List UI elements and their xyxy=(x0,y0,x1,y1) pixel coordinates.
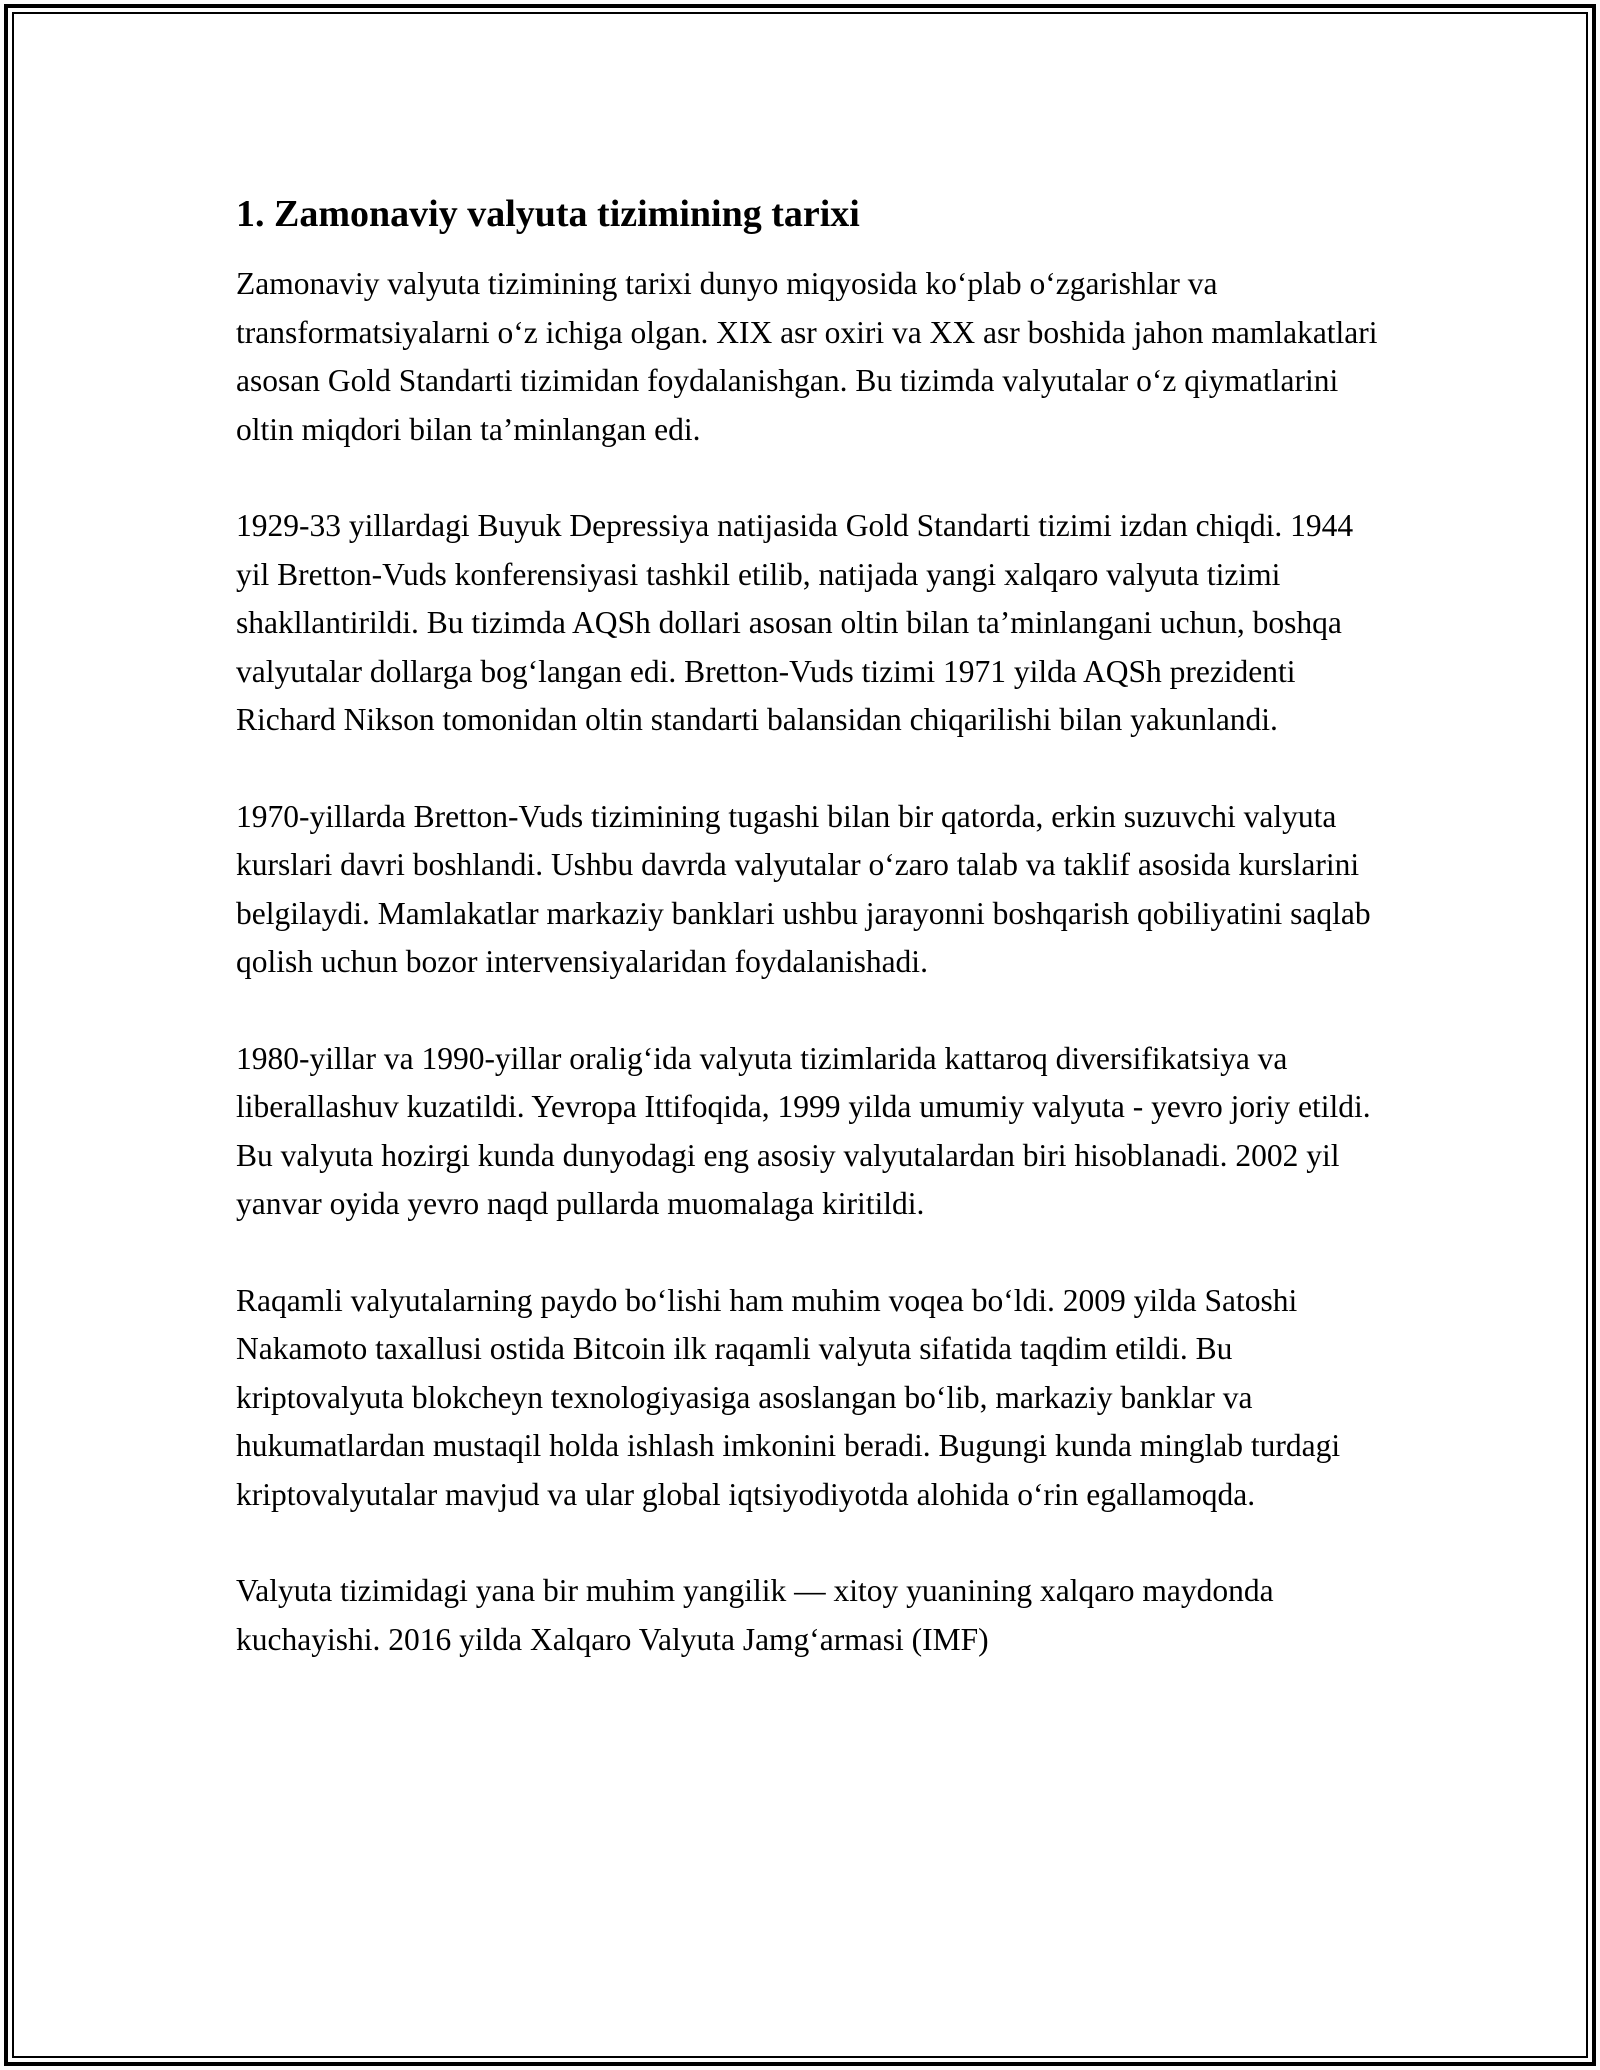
section-heading: 1. Zamonaviy valyuta tizimining tarixi xyxy=(236,193,860,235)
paragraph-floating-rates: 1970-yillarda Bretton-Vuds tizimining tugashi bilan bir qatorda, erkin suzuvchi valyuta kurslari davri boshlandi. Ushbu davrda valyutalar o‘zaro talab va taklif asosida kurslarini belgilaydi. Mamlakatlar markaziy banklari ushbu jarayonni boshqarish qobiliyatini saqlab qolish uchun bozor intervensiyalaridan foydalanishadi. xyxy=(236,798,1371,979)
paragraph-digital-currencies: Raqamli valyutalarning paydo bo‘lishi ham muhim voqea bo‘ldi. 2009 yilda Satoshi Nakamoto taxallusi ostida Bitcoin ilk raqamli valyuta sifatida taqdim etildi. Bu kriptovalyuta blokcheyn texnologiyasiga asoslangan bo‘lib, markaziy banklar va hukumatlardan mustaqil holda ishlash imkonini beradi. Bugungi kunda minglab turdagi kriptovalyutalar mavjud va ular global iqtsiyodiyotda alohida o‘rin egallamoqda. xyxy=(236,1282,1341,1512)
paragraph-bretton-woods: 1929-33 yillardagi Buyuk Depressiya natijasida Gold Standarti tizimi izdan chiqdi. 1944 yil Bretton-Vuds konferensiyasi tashkil etilib, natijada yangi xalqaro valyuta tizimi shakllantirildi. Bu tizimda AQSh dollari asosan oltin bilan ta’minlangani uchun, boshqa valyutalar dollarga bog‘langan edi. Bretton-Vuds tizimi 1971 yilda AQSh prezidenti Richard Nikson tomonidan oltin standarti balansidan chiqarilishi bilan yakunlandi. xyxy=(236,508,1354,737)
paragraph-gold-standard: Zamonaviy valyuta tizimining tarixi dunyo miqyosida ko‘plab o‘zgarishlar va transformatsiyalarni o‘z ichiga olgan. XIX asr oxiri va XX asr boshida jahon mamlakatlari asosan Gold Standarti tizimidan foydalanishgan. Bu tizimda valyutalar o‘z qiymatlarini oltin miqdori bilan ta’minlangan edi. xyxy=(236,266,1378,447)
paragraph-euro: 1980-yillar va 1990-yillar oralig‘ida valyuta tizimlarida kattaroq diversifikatsiya va liberallashuv kuzatildi. Yevropa Ittifoqida, 1999 yilda umumiy valyuta - yevro joriy etildi. Bu valyuta hozirgi kunda dunyodagi eng asosiy valyutalardan biri hisoblanadi. 2002 yil yanvar oyida yevro naqd pullarda muomalaga kiritildi. xyxy=(236,1040,1371,1221)
paragraph-yuan: Valyuta tizimidagi yana bir muhim yangilik — xitoy yuanining xalqaro maydonda kuchayishi. 2016 yilda Xalqaro Valyuta Jamg‘armasi (IMF) xyxy=(236,1573,1274,1657)
document-page xyxy=(236,186,1386,1712)
